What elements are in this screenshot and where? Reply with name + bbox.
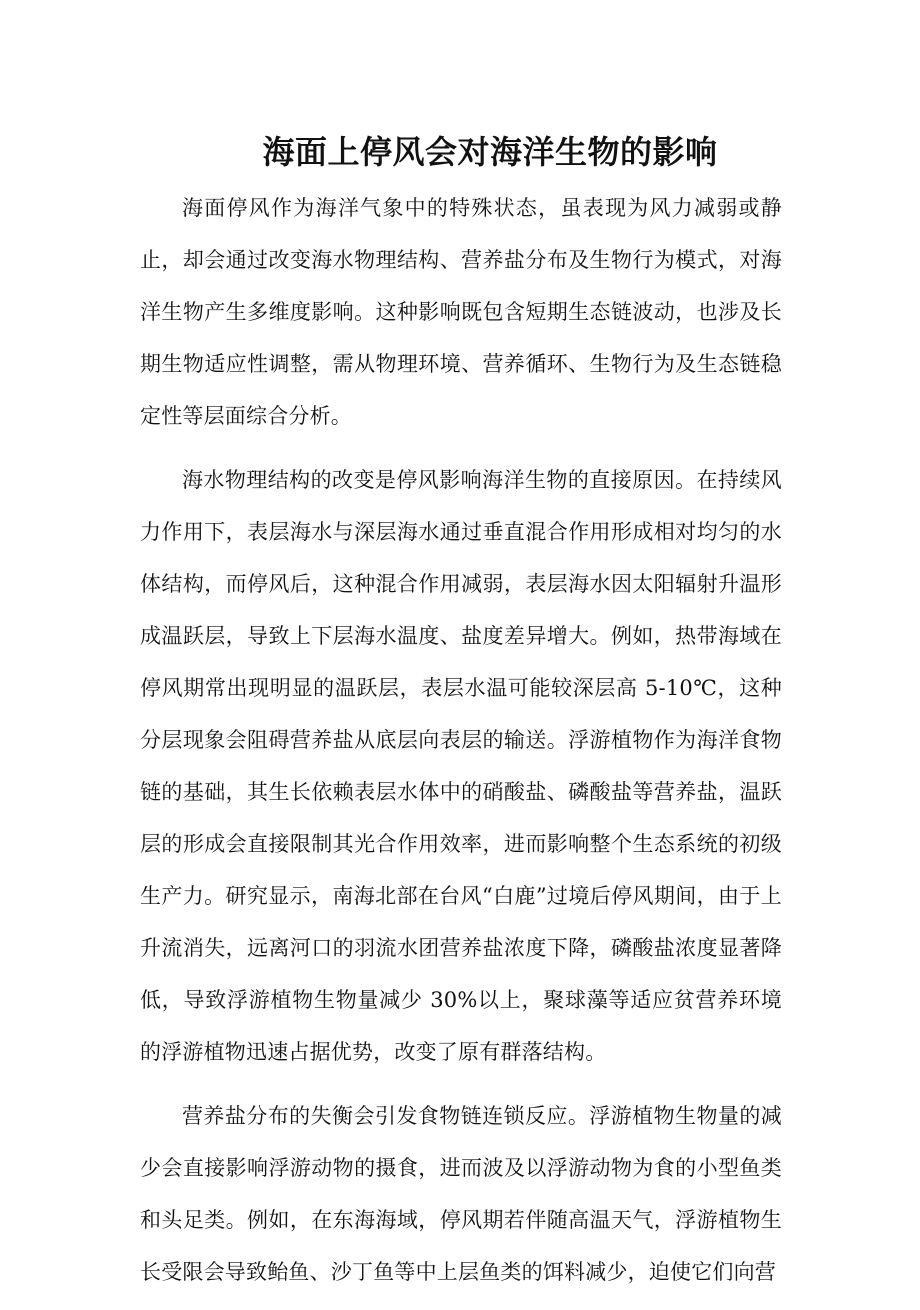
paragraph-nutrient-imbalance: 营养盐分布的失衡会引发食物链连锁反应。浮游植物生物量的减少会直接影响浮游动物的摄食，进而波及以浮游动物为食的小型鱼类和头足类。例如，在东海海域，停风期若伴随高温天气，浮游植物生长受限会导致鲐鱼、沙丁鱼等中上层鱼类的饵料减少，迫使它们向营: [140, 1104, 782, 1284]
paragraph-physical-structure: 海水物理结构的改变是停风影响海洋生物的直接原因。在持续风力作用下，表层海水与深层海水通过垂直混合作用形成相对均匀的水体结构，而停风后，这种混合作用减弱，表层海水因太阳辐射升温形成温跃层，导致上下层海水温度、盐度差异增大。例如，热带海域在停风期常出现明显的温跃层，表层水温可能较深层高 5-10℃，这种分层现象会阻碍营养盐从底层向表层的输送。浮游植物作为海洋食物链的基础，其生长依赖表层水体中的硝酸盐、磷酸盐等营养盐，温跃层的形成会直接限制其光合作用效率，进而影响整个生态系统的初级生产力。研究显示，南海北部在台风“白鹿”过境后停风期间，由于上升流消失，远离河口的羽流水团营养盐浓度下降，磷酸盐浓度显著降低，导致浮游植物生物量减少 30%以上，聚球藻等适应贫营养环境的浮游植物迅速占据优势，改变了原有群落结构。: [140, 468, 782, 1064]
document-title: 海面上停风会对海洋生物的影响: [262, 133, 718, 171]
paragraph-intro: 海面停风作为海洋气象中的特殊状态，虽表现为风力减弱或静止，却会通过改变海水物理结构、营养盐分布及生物行为模式，对海洋生物产生多维度影响。这种影响既包含短期生态链波动，也涉及长期生物适应性调整，需从物理环境、营养循环、生物行为及生态链稳定性等层面综合分析。: [140, 196, 782, 428]
document-body: [140, 182, 782, 1310]
